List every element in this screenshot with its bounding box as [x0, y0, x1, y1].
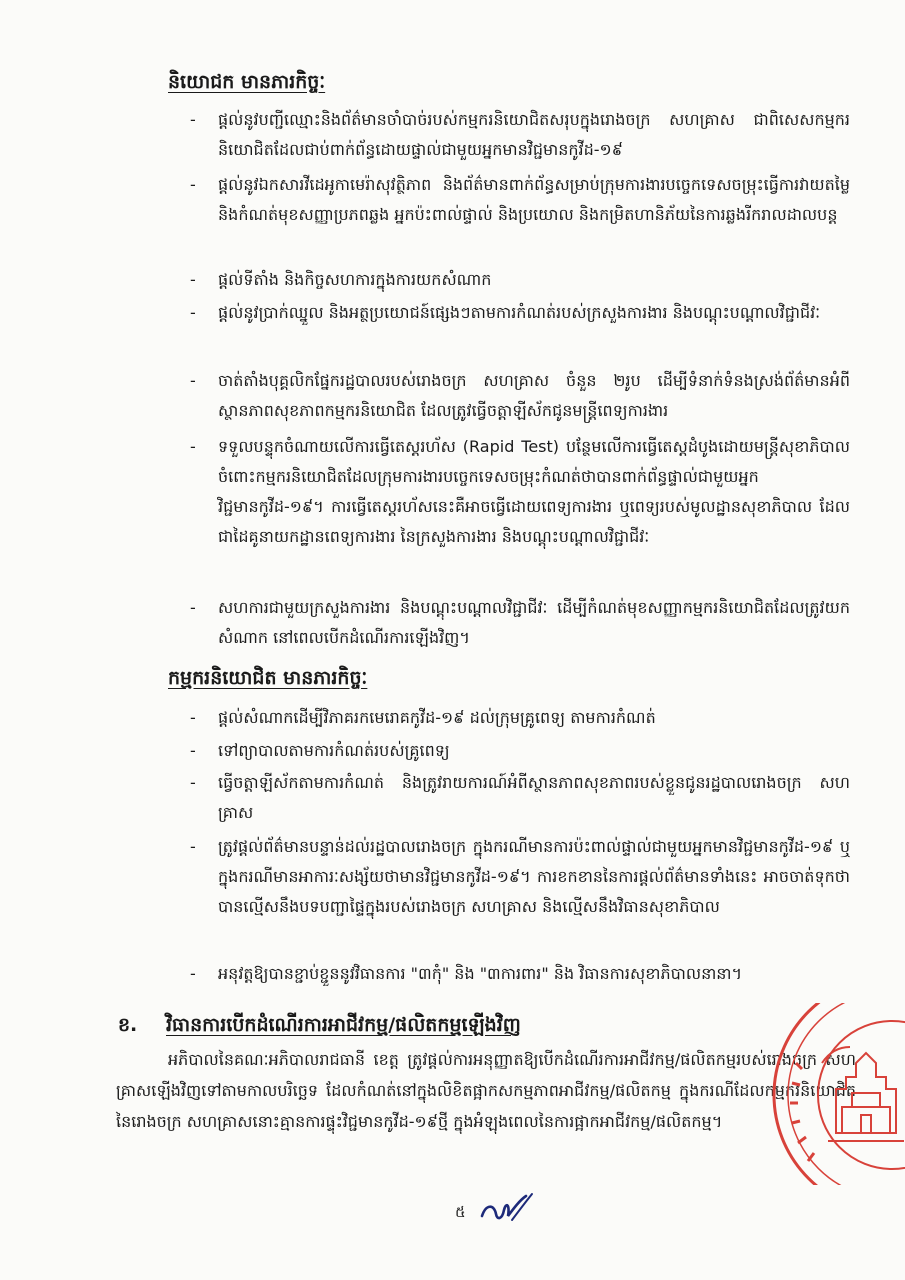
worker-heading: កម្មករនិយោជិត មានភារកិច្ចៈ [168, 667, 368, 689]
section-number: ខ. [118, 1014, 138, 1036]
page-number: ៥ [455, 1203, 466, 1221]
employer-item-text: ទទួលបន្ទុកចំណាយលើការធ្វើតេស្ដរហ័ស (Rapid Test) បន្ថែមលើការធ្វើតេស្ដដំបូងដោយមន្ត្រីសុខាភិបាល ចំពោះកម្មករនិយោជិតដែលក្រុមការងារបច្ចេកទេសចម្រុះកំណត់ថាបានពាក់ព័ន្ធផ្ទាល់ជាមួយអ្នកវិជ្ជមានកូវីដ-១៩។ ការធ្វើតេស្ដរហ័សនេះគឺអាចធ្វើដោយពេទ្យការងារ ឬពេទ្យរបស់មូលដ្ឋានសុខាភិបាល ដែលជាដៃគូនាយកដ្ឋានពេទ្យការងារ នៃក្រសួងការងារ និងបណ្ដុះបណ្ដាលវិជ្ជាជីវៈ [218, 437, 850, 546]
bullet-dash: - [190, 437, 196, 456]
bullet-dash: - [190, 598, 196, 617]
bullet-dash: - [190, 773, 196, 792]
employer-item [190, 265, 850, 295]
bullet-dash: - [190, 303, 196, 322]
worker-item [190, 832, 850, 922]
worker-item [190, 768, 850, 828]
employer-item [190, 170, 850, 230]
employer-item [190, 593, 850, 653]
official-seal-icon [766, 1003, 905, 1185]
employer-item-text: ផ្ដល់ទីតាំង និងកិច្ចសហការក្នុងការយកសំណាក [218, 270, 492, 289]
bullet-dash: - [190, 371, 196, 390]
employer-item-text: សហការជាមួយក្រសួងការងារ និងបណ្ដុះបណ្ដាលវិជ្ជាជីវៈ ដើម្បីកំណត់មុខសញ្ញាកម្មករនិយោជិតដែលត្រូវយកសំណាក នៅពេលបើកដំណើរការឡើងវិញ។ [218, 598, 850, 647]
employer-item [190, 366, 850, 426]
bullet-dash: - [190, 270, 196, 289]
worker-item-text: ធ្វើចត្តាឡីស័កតាមការកំណត់ និងត្រូវរាយការណ៍អំពីស្ថានភាពសុខភាពរបស់ខ្លួនជូនរដ្ឋបាលរោងចក្រ សហគ្រាស [218, 773, 850, 822]
worker-item [190, 703, 850, 733]
worker-item-text: ត្រូវផ្ដល់ព័ត៌មានបន្ទាន់ដល់រដ្ឋបាលរោងចក្រ ក្នុងករណីមានការប៉ះពាល់ផ្ទាល់ជាមួយអ្នកមានវិជ្ជមានកូវីដ-១៩ ឬក្នុងករណីមានអាការៈសង្ស័យថាមានវិជ្ជមានកូវីដ-១៩។ ការខកខាននៃការផ្ដល់ព័ត៌មានទាំងនេះ អាចចាត់ទុកថាបានល្មើសនឹងបទបញ្ជាផ្ទៃក្នុងរបស់រោងចក្រ សហគ្រាស និងល្មើសនឹងវិធានសុខាភិបាល [218, 837, 850, 916]
worker-item-text: ទៅព្យាបាលតាមការកំណត់របស់គ្រូពេទ្យ [218, 741, 450, 760]
employer-item [190, 432, 850, 552]
worker-item [190, 736, 850, 766]
employer-heading: និយោជក មានភារកិច្ចៈ [168, 71, 326, 93]
signature-initials-icon [478, 1190, 538, 1230]
employer-item-text: ផ្ដល់នូវប្រាក់ឈ្នួល និងអត្ថប្រយោជន៍ផ្សេងៗតាមការកំណត់របស់ក្រសួងការងារ និងបណ្ដុះបណ្ដាលវិជ្ជាជីវៈ [218, 303, 821, 322]
worker-item [190, 959, 850, 989]
section-title [118, 1010, 521, 1040]
bullet-dash: - [190, 741, 196, 760]
employer-item-text: ផ្ដល់នូវឯកសារវីដេអូកាមេរ៉ាសុវត្ថិភាព និងព័ត៌មានពាក់ព័ន្ធសម្រាប់ក្រុមការងារបច្ចេកទេសចម្រុះធ្វើការវាយតម្លៃ និងកំណត់មុខសញ្ញាប្រភពឆ្លង អ្នកប៉ះពាល់ផ្ទាល់ និងប្រយោល និងកម្រិតហានិភ័យនៃការឆ្លងរីករាលដាលបន្ត [218, 175, 850, 224]
bullet-dash: - [190, 110, 196, 129]
bullet-dash: - [190, 708, 196, 727]
section-paragraph: អភិបាលនៃគណៈអភិបាលរាជធានី ខេត្ត ត្រូវផ្ដល់ការអនុញ្ញាតឱ្យបើកដំណើរការអាជីវកម្ម/ផលិតកម្មរបស់រោងចក្រ សហគ្រាសឡើងវិញទៅតាមកាលបរិច្ឆេទ ដែលកំណត់នៅក្នុងលិខិតផ្អាកសកម្មភាពអាជីវកម្ម/ផលិតកម្ម ក្នុងករណីដែលកម្មករនិយោជិតនៃរោងចក្រ សហគ្រាសនោះគ្មានការផ្ទុះវិជ្ជមានកូវីដ-១៩ថ្មី ក្នុងអំឡុងពេលនៃការផ្អាកអាជីវកម្ម/ផលិតកម្ម។ [116, 1050, 856, 1131]
worker-item-text: ផ្ដល់សំណាកដើម្បីវិភាគរកមេរោគកូវីដ-១៩ ដល់ក្រុមគ្រូពេទ្យ តាមការកំណត់ [218, 708, 656, 727]
employer-item-text: ផ្ដល់នូវបញ្ជីឈ្មោះនិងព័ត៌មានចាំបាច់របស់កម្មករនិយោជិតសរុបក្នុងរោងចក្រ សហគ្រាស ជាពិសេសកម្មករនិយោជិតដែលជាប់ពាក់ព័ន្ធដោយផ្ទាល់ជាមួយអ្នកមានវិជ្ជមានកូវីដ-១៩ [218, 110, 850, 159]
employer-item-text: ចាត់តាំងបុគ្គលិកផ្នែករដ្ឋបាលរបស់រោងចក្រ សហគ្រាស ចំនួន ២រូប ដើម្បីទំនាក់ទំនងស្រង់ព័ត៌មានអំពីស្ថានភាពសុខភាពកម្មករនិយោជិត ដែលត្រូវធ្វើចត្តាឡីស័កជូនមន្ត្រីពេទ្យការងារ [218, 371, 850, 420]
section-title-text: វិធានការបើកដំណើរការអាជីវកម្ម/ផលិតកម្មឡើងវិញ [166, 1014, 521, 1036]
bullet-dash: - [190, 964, 196, 983]
bullet-dash: - [190, 837, 196, 856]
employer-item [190, 105, 850, 165]
employer-item [190, 298, 850, 328]
bullet-dash: - [190, 175, 196, 194]
worker-item-text: អនុវត្តឱ្យបានខ្ជាប់ខ្ជួននូវវិធានការ "៣កុំ" និង "៣ការពារ" និង វិធានការសុខាភិបាលនានា។ [218, 964, 743, 983]
